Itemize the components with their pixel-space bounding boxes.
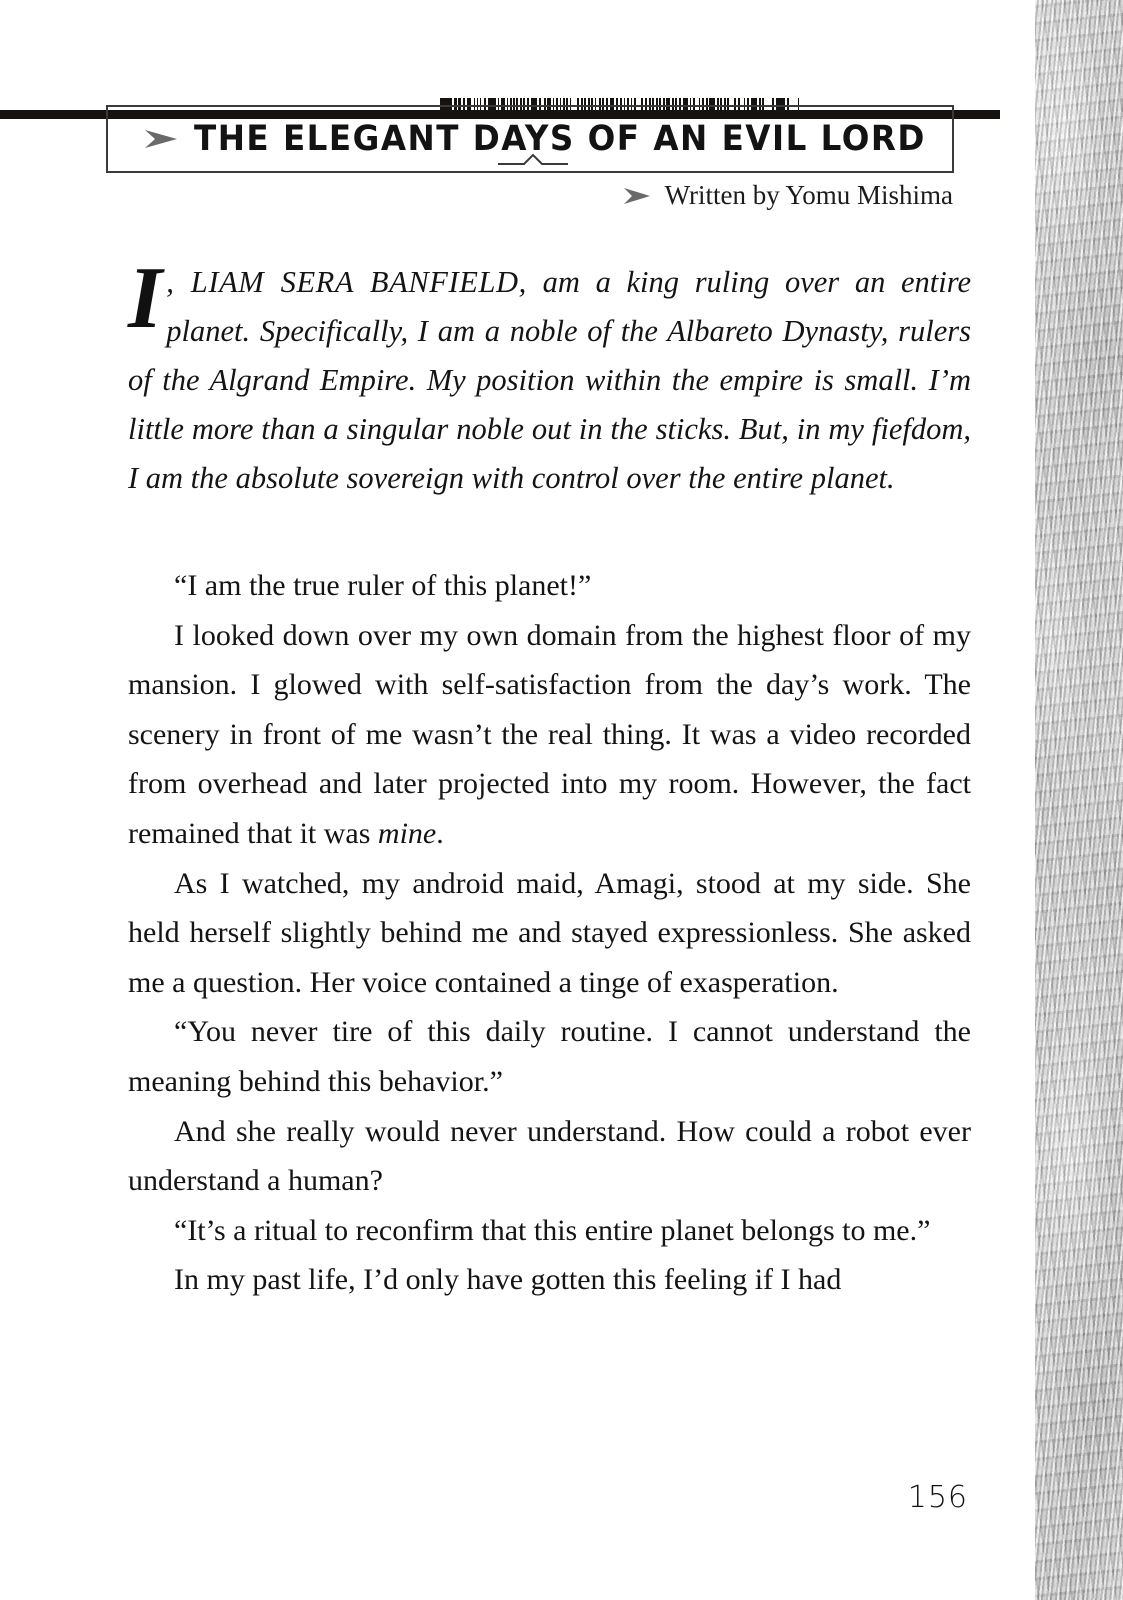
body-text — [128, 250, 972, 1305]
chevron-right-arrow-icon — [623, 187, 651, 205]
paragraph-text: I looked down over my own domain from the highest floor of my mansion. I glowed with self-satisfaction from the day’s work. The scenery in front of me wasn’t the real thing. It was a video recorded from overhead and later projected into my room. However, the fact remained that it was — [128, 618, 971, 850]
paragraph-text: “It’s a ritual to reconfirm that this entire planet belongs to me.” — [174, 1213, 931, 1247]
chapter-title-row — [106, 105, 954, 173]
paragraph-text: As I watched, my android maid, Amagi, stood at my side. She held herself slightly behind me and stayed expressionless. She asked me a question. Her voice contained a tinge of exasperation. — [128, 866, 971, 999]
page-title: THE ELEGANT DAYS OF AN EVIL LORD — [194, 119, 926, 159]
emphasis-mine: mine — [377, 816, 437, 850]
paragraph-7 — [128, 1255, 971, 1305]
paragraph-3 — [128, 859, 971, 1008]
paragraph-6 — [128, 1206, 971, 1256]
drop-cap: I — [128, 250, 163, 347]
paragraph-text-after: . — [436, 816, 444, 850]
lede-name: , LIAM SERA BANFIELD, — [166, 265, 527, 299]
lede-paragraph — [128, 250, 972, 503]
paragraph-text: “You never tire of this daily routine. I cannot understand the meaning behind this behavior.” — [128, 1015, 971, 1098]
paragraph-1 — [128, 561, 971, 611]
paragraph-5 — [128, 1107, 971, 1206]
page-number: 156 — [907, 1480, 968, 1515]
lede-rest: am a king ruling over an entire planet. Specifically, I am a noble of the Albareto Dynasty, rulers of the Algrand Empire. My position within the empire is small. I’m little more than a singular noble out in the sticks. But, in my fiefdom, I am the absolute sovereign with control over the entire planet. — [128, 265, 972, 495]
chevron-right-arrow-icon — [144, 128, 178, 150]
paragraph-text: “I am the true ruler of this planet!” — [174, 569, 592, 602]
paragraph-text: And she really would never understand. How could a robot ever understand a human? — [128, 1114, 971, 1198]
byline — [623, 180, 953, 211]
byline-text: Written by Yomu Mishima — [664, 180, 953, 210]
paragraph-4 — [128, 1007, 971, 1106]
paragraph-text: In my past life, I’d only have gotten this feeling if I had — [174, 1263, 842, 1297]
edge-texture-strip — [1035, 0, 1123, 1600]
paragraph-2 — [128, 611, 971, 859]
